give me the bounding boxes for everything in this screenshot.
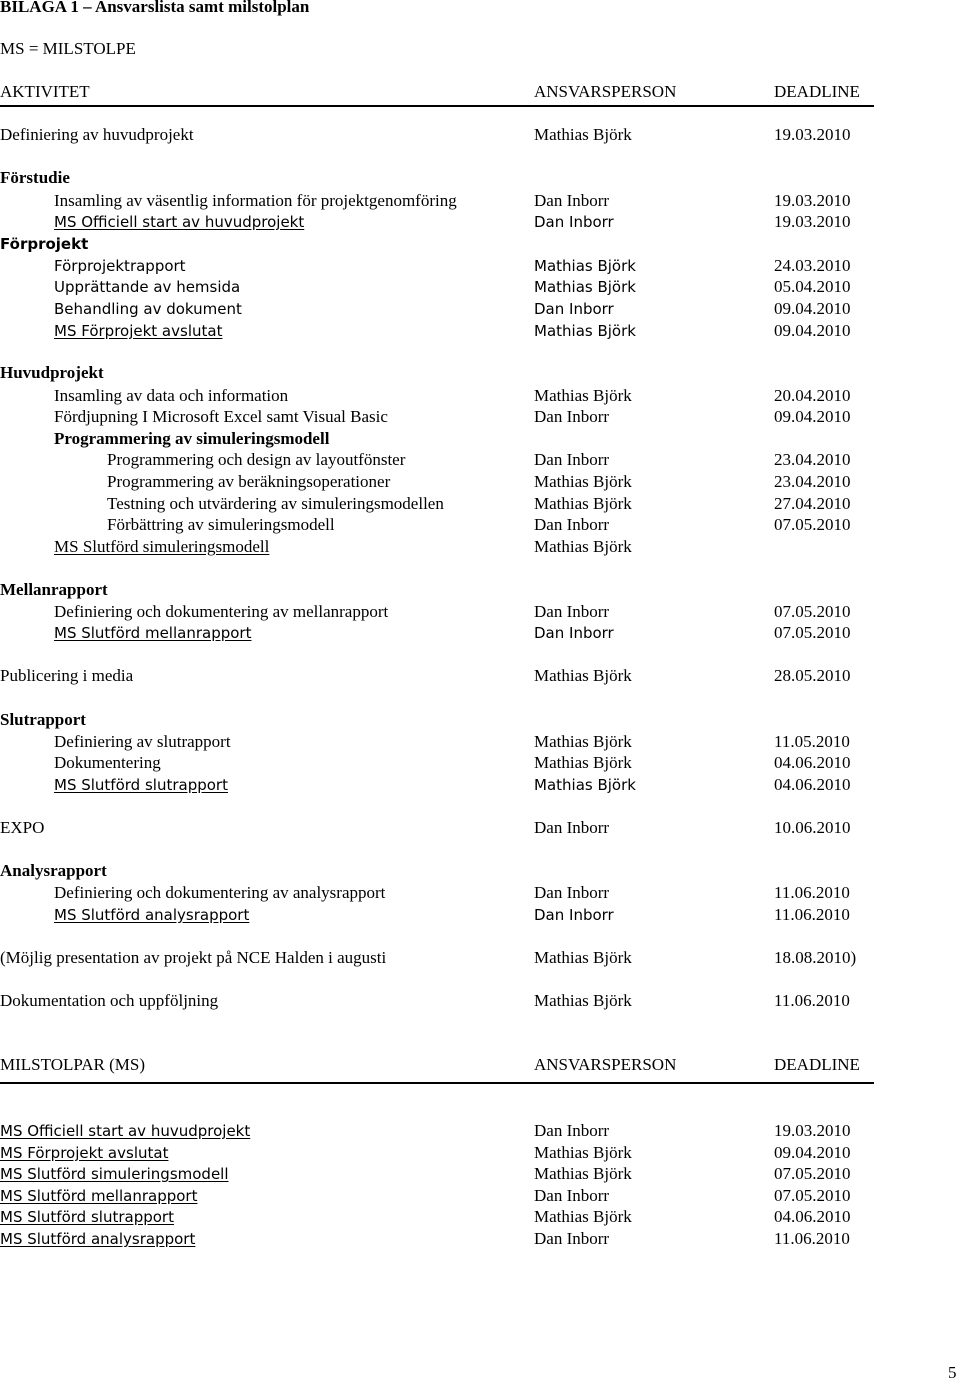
activity-cell: Programmering av beräkningsoperationer <box>107 472 391 491</box>
milestone-header-person: ANSVARSPERSON <box>534 1055 677 1074</box>
activity-cell: Definiering och dokumentering av mellanrapport <box>54 602 389 621</box>
deadline-cell: 23.04.2010 <box>774 450 851 469</box>
milestone-activity-cell: MS Officiell start av huvudprojekt <box>0 1122 251 1140</box>
milestone-header-divider <box>0 1082 874 1084</box>
activity-cell: Behandling av dokument <box>54 300 242 318</box>
milestone-activity-cell: MS Slutförd mellanrapport <box>0 1187 198 1205</box>
deadline-cell: 07.05.2010 <box>774 602 851 621</box>
person-cell: Mathias Björk <box>534 125 632 144</box>
milestone-person-cell: Dan Inborr <box>534 1229 610 1248</box>
deadline-cell: 20.04.2010 <box>774 386 851 405</box>
milestone-person-cell: Dan Inborr <box>534 1121 610 1140</box>
activity-cell: Analysrapport <box>0 861 107 880</box>
activity-cell: MS Officiell start av huvudprojekt <box>54 213 305 231</box>
person-cell: Mathias Björk <box>534 386 632 405</box>
activity-cell: Programmering av simuleringsmodell <box>54 429 330 448</box>
header-activity: AKTIVITET <box>0 82 90 101</box>
milestone-deadline-cell: 04.06.2010 <box>774 1207 851 1226</box>
milestone-activity-cell: MS Slutförd analysrapport <box>0 1230 196 1248</box>
person-cell: Dan Inborr <box>534 602 610 621</box>
activity-cell: Programmering och design av layoutfönster <box>107 450 406 469</box>
deadline-cell: 11.06.2010 <box>774 883 850 902</box>
milestone-header-activity: MILSTOLPAR (MS) <box>0 1055 146 1074</box>
activity-cell: Dokumentation och uppföljning <box>0 991 219 1010</box>
person-cell: Dan Inborr <box>534 191 610 210</box>
activity-cell: Huvudprojekt <box>0 363 104 382</box>
milestone-person-cell: Mathias Björk <box>534 1207 632 1226</box>
header-deadline: DEADLINE <box>774 82 860 101</box>
person-cell: Dan Inborr <box>534 450 610 469</box>
activity-cell: MS Slutförd mellanrapport <box>54 624 252 642</box>
deadline-cell: 27.04.2010 <box>774 494 851 513</box>
activity-cell: Mellanrapport <box>0 580 108 599</box>
activity-cell: Dokumentering <box>54 753 161 772</box>
deadline-cell: 11.06.2010 <box>774 991 850 1010</box>
deadline-cell: 05.04.2010 <box>774 277 851 296</box>
activity-cell: Publicering i media <box>0 666 134 685</box>
person-cell: Dan Inborr <box>534 213 614 231</box>
ms-legend: MS = MILSTOLPE <box>0 39 136 58</box>
activity-cell: (Möjlig presentation av projekt på NCE Halden i augusti <box>0 948 387 967</box>
deadline-cell: 23.04.2010 <box>774 472 851 491</box>
person-cell: Dan Inborr <box>534 515 610 534</box>
person-cell: Mathias Björk <box>534 948 632 967</box>
deadline-cell: 24.03.2010 <box>774 256 851 275</box>
header-divider <box>0 105 874 107</box>
activity-cell: MS Slutförd slutrapport <box>54 776 228 794</box>
deadline-cell: 11.05.2010 <box>774 732 850 751</box>
deadline-cell: 04.06.2010 <box>774 753 851 772</box>
deadline-cell: 11.06.2010 <box>774 905 850 924</box>
header-person: ANSVARSPERSON <box>534 82 677 101</box>
activity-cell: Fördjupning I Microsoft Excel samt Visual Basic <box>54 407 388 426</box>
person-cell: Mathias Björk <box>534 776 636 794</box>
deadline-cell: 09.04.2010 <box>774 407 851 426</box>
person-cell: Dan Inborr <box>534 407 610 426</box>
person-cell: Mathias Björk <box>534 472 632 491</box>
activity-cell: Upprättande av hemsida <box>54 278 241 296</box>
milestone-activity-cell: MS Slutförd slutrapport <box>0 1208 174 1226</box>
activity-cell: Definiering av huvudprojekt <box>0 125 194 144</box>
person-cell: Mathias Björk <box>534 537 632 556</box>
activity-cell: Slutrapport <box>0 710 86 729</box>
person-cell: Mathias Björk <box>534 322 636 340</box>
activity-cell: MS Förprojekt avslutat <box>54 322 223 340</box>
person-cell: Dan Inborr <box>534 906 614 924</box>
activity-cell: Förprojektrapport <box>54 257 186 275</box>
page-number: 5 <box>948 1363 957 1382</box>
deadline-cell: 04.06.2010 <box>774 775 851 794</box>
person-cell: Dan Inborr <box>534 624 614 642</box>
activity-cell: EXPO <box>0 818 45 837</box>
person-cell: Mathias Björk <box>534 991 632 1010</box>
milestone-deadline-cell: 11.06.2010 <box>774 1229 850 1248</box>
deadline-cell: 10.06.2010 <box>774 818 851 837</box>
deadline-cell: 18.08.2010) <box>774 948 857 967</box>
activity-cell: Förstudie <box>0 168 70 187</box>
person-cell: Mathias Björk <box>534 753 632 772</box>
deadline-cell: 28.05.2010 <box>774 666 851 685</box>
deadline-cell: 09.04.2010 <box>774 321 851 340</box>
activity-cell: Definiering och dokumentering av analysrapport <box>54 883 386 902</box>
person-cell: Dan Inborr <box>534 300 614 318</box>
person-cell: Mathias Björk <box>534 494 632 513</box>
activity-cell: MS Slutförd simuleringsmodell <box>54 537 270 556</box>
milestone-deadline-cell: 07.05.2010 <box>774 1164 851 1183</box>
activity-cell: Insamling av väsentlig information för projektgenomföring <box>54 191 457 210</box>
activity-cell: MS Slutförd analysrapport <box>54 906 250 924</box>
person-cell: Mathias Björk <box>534 257 636 275</box>
milestone-person-cell: Mathias Björk <box>534 1143 632 1162</box>
activity-cell: Förprojekt <box>0 235 89 253</box>
milestone-activity-cell: MS Slutförd simuleringsmodell <box>0 1165 229 1183</box>
deadline-cell: 19.03.2010 <box>774 125 851 144</box>
deadline-cell: 07.05.2010 <box>774 623 851 642</box>
deadline-cell: 09.04.2010 <box>774 299 851 318</box>
milestone-deadline-cell: 07.05.2010 <box>774 1186 851 1205</box>
deadline-cell: 19.03.2010 <box>774 212 851 231</box>
milestone-deadline-cell: 09.04.2010 <box>774 1143 851 1162</box>
person-cell: Dan Inborr <box>534 818 610 837</box>
activity-cell: Definiering av slutrapport <box>54 732 231 751</box>
document-title: BILAGA 1 – Ansvarslista samt milstolplan <box>0 0 310 16</box>
activity-cell: Testning och utvärdering av simuleringsmodellen <box>107 494 444 513</box>
milestone-activity-cell: MS Förprojekt avslutat <box>0 1144 169 1162</box>
person-cell: Mathias Björk <box>534 278 636 296</box>
person-cell: Mathias Björk <box>534 732 632 751</box>
milestone-person-cell: Dan Inborr <box>534 1186 610 1205</box>
activity-cell: Insamling av data och information <box>54 386 289 405</box>
milestone-deadline-cell: 19.03.2010 <box>774 1121 851 1140</box>
milestone-header-deadline: DEADLINE <box>774 1055 860 1074</box>
activity-cell: Förbättring av simuleringsmodell <box>107 515 335 534</box>
milestone-person-cell: Mathias Björk <box>534 1164 632 1183</box>
person-cell: Mathias Björk <box>534 666 632 685</box>
deadline-cell: 19.03.2010 <box>774 191 851 210</box>
person-cell: Dan Inborr <box>534 883 610 902</box>
deadline-cell: 07.05.2010 <box>774 515 851 534</box>
